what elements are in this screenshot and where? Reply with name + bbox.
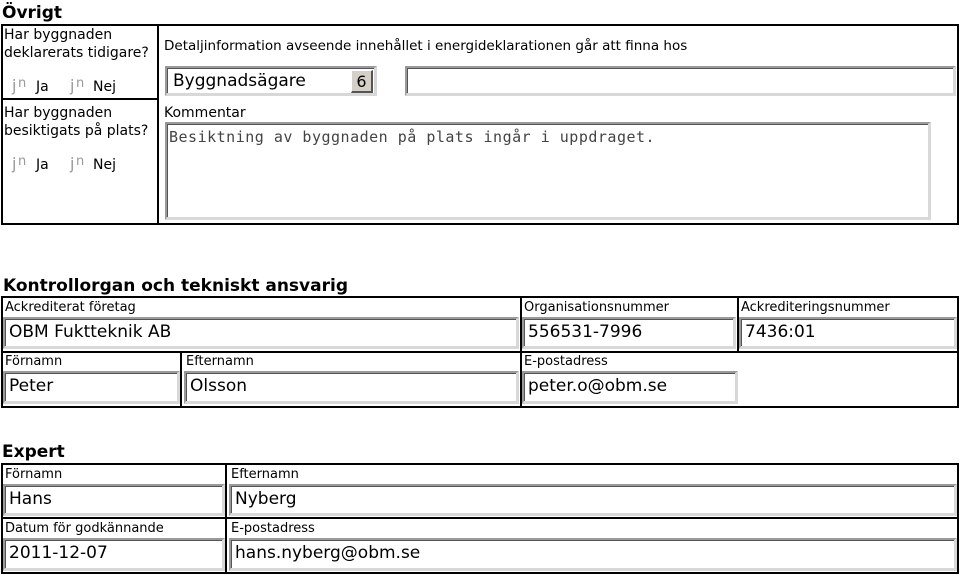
expert-date-label: Datum för godkännande — [5, 521, 164, 536]
comment-value: Besiktning av byggnaden på plats ingår i uppdraget. — [169, 128, 656, 146]
radio-icon: j n — [12, 75, 27, 95]
holder-select[interactable] — [165, 66, 377, 96]
q1-radio-yes[interactable] — [12, 76, 30, 97]
expert-email-label: E-postadress — [231, 521, 315, 536]
q2-no-label: Nej — [93, 157, 116, 173]
q1-label-line1: Har byggnaden — [4, 27, 113, 43]
q1-yes-label: Ja — [36, 79, 49, 95]
kontroll-firstname-input[interactable] — [3, 371, 180, 404]
kontroll-lastname-label: Efternamn — [186, 354, 254, 369]
expert-date-input[interactable] — [3, 538, 225, 571]
kontroll-email-input[interactable] — [522, 371, 738, 404]
q2-radio-no[interactable] — [70, 154, 88, 175]
orgnr-label: Organisationsnummer — [524, 300, 669, 315]
holder-select-button[interactable]: 6 — [351, 70, 373, 93]
expert-date-value: 2011-12-07 — [9, 543, 108, 563]
section-title-ovrigt: Övrigt — [2, 3, 63, 23]
accnr-value: 7436:01 — [745, 322, 816, 342]
q1-radio-no[interactable] — [70, 76, 88, 97]
kontroll-email-value: peter.o@obm.se — [528, 376, 668, 396]
section-title-kontroll: Kontrollorgan och tekniskt ansvarig — [3, 276, 348, 296]
q1-label-line2: deklarerats tidigare? — [4, 45, 149, 61]
expert-firstname-label: Förnamn — [5, 467, 63, 482]
expert-lastname-input[interactable] — [229, 484, 957, 516]
expert-lastname-label: Efternamn — [231, 467, 299, 482]
comment-label: Kommentar — [164, 105, 246, 121]
expert-firstname-input[interactable] — [3, 484, 225, 516]
company-label: Ackrediterat företag — [5, 300, 136, 315]
holder-other-input[interactable] — [405, 66, 956, 96]
q2-label-line2: besiktigats på plats? — [4, 123, 149, 139]
company-value: OBM Fuktteknik AB — [9, 322, 172, 342]
section-title-expert: Expert — [2, 442, 65, 462]
orgnr-value: 556531-7996 — [528, 322, 643, 342]
accnr-input[interactable] — [739, 317, 957, 349]
kontroll-lastname-input[interactable] — [184, 371, 519, 404]
q1-no-label: Nej — [93, 79, 116, 95]
detail-label: Detaljinformation avseende innehållet i energideklarationen går att finna hos — [164, 38, 688, 54]
kontroll-firstname-label: Förnamn — [5, 354, 63, 369]
kontroll-firstname-value: Peter — [9, 376, 54, 396]
kontroll-email-label: E-postadress — [524, 354, 608, 369]
radio-icon: j n — [12, 153, 27, 173]
comment-textarea[interactable] — [165, 122, 931, 220]
expert-email-value: hans.nyberg@obm.se — [235, 543, 421, 563]
accnr-label: Ackrediteringsnummer — [741, 300, 890, 315]
expert-lastname-value: Nyberg — [235, 489, 297, 509]
kontroll-lastname-value: Olsson — [190, 376, 247, 396]
orgnr-input[interactable] — [522, 317, 736, 349]
holder-select-value: Byggnadsägare — [173, 71, 306, 91]
q2-yes-label: Ja — [36, 157, 49, 173]
q2-radio-yes[interactable] — [12, 154, 30, 175]
expert-firstname-value: Hans — [9, 489, 52, 509]
q2-label-line1: Har byggnaden — [4, 105, 113, 121]
expert-email-input[interactable] — [229, 538, 957, 571]
radio-icon: j n — [70, 75, 85, 95]
company-input[interactable] — [3, 317, 519, 349]
radio-icon: j n — [70, 153, 85, 173]
